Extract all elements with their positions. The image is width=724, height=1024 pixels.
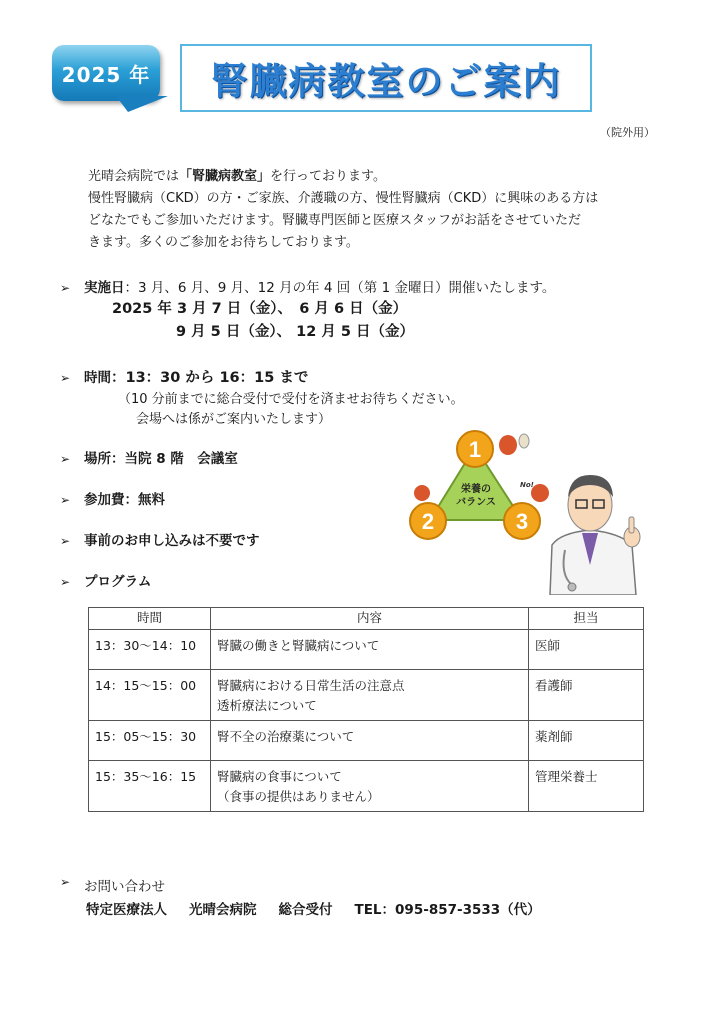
schedule-dates-2: 9 月 5 日（金）、 12 月 5 日（金） [176, 324, 415, 340]
page-title: 腎臓病教室のご案内 [210, 60, 562, 103]
intro-paragraph [88, 166, 678, 254]
cell-content [211, 761, 529, 812]
intro-line-1-post: を行っております。 [270, 169, 386, 184]
program-item [60, 570, 151, 590]
contact-line [86, 898, 563, 918]
program-table [88, 607, 644, 812]
schedule-text: ：3 月、6 月、9 月、12 月の年 4 回（第 1 金曜日）開催いたします。 [124, 280, 556, 296]
application-item [60, 529, 260, 549]
fee-label: 参加費 [84, 492, 125, 508]
time-item [60, 366, 308, 387]
schedule-dates-1: 2025 年 3 月 7 日（金）、 6 月 6 日（金） [112, 301, 408, 317]
arrow-bullet-icon: ➢ [60, 493, 71, 507]
contact-hospital: 光晴会病院 [189, 902, 257, 918]
intro-line-1 [88, 166, 678, 188]
balance-label-1: 栄養の [461, 484, 491, 495]
cell-content-line: 透析療法について [217, 698, 317, 713]
stethoscope-chest-icon [568, 583, 576, 591]
time-label: 時間 [84, 370, 111, 386]
balance-label-2: バランス [456, 497, 496, 508]
table-header-row [89, 608, 644, 630]
place-item [60, 447, 238, 467]
tomato-character-icon [414, 485, 430, 501]
header-content: 内容 [211, 608, 529, 630]
arrow-bullet-icon: ➢ [60, 371, 71, 385]
egg-character-icon [519, 434, 529, 448]
place-value: ：当院 8 階 会議室 [111, 451, 238, 467]
cell-content [211, 630, 529, 670]
table-row [89, 630, 644, 670]
contact-desk: 総合受付 [278, 902, 333, 918]
contact-tel: TEL：095-857-3533（代） [354, 902, 541, 918]
number-1: 1 [468, 437, 482, 462]
time-value: ：13：30 から 16：15 まで [111, 370, 309, 386]
cell-content-line: 腎不全の治療薬について [217, 729, 355, 744]
pointing-finger-icon [629, 517, 634, 533]
cell-staff: 薬剤師 [529, 721, 644, 761]
kidney-character-icon [499, 435, 517, 455]
header-staff: 担当 [529, 608, 644, 630]
header-time: 時間 [89, 608, 211, 630]
outpatient-note: （院外用） [600, 126, 655, 139]
cell-content-line: 腎臓病の食事について [217, 769, 342, 784]
cell-content [211, 721, 529, 761]
time-note-2: 会場へは係がご案内いたします） [136, 412, 332, 427]
number-3: 3 [515, 509, 529, 534]
contact-label: お問い合わせ [84, 879, 165, 895]
intro-emphasis: 「腎臓病教室」 [179, 169, 271, 184]
number-2: 2 [421, 509, 435, 534]
cell-content-line: 腎臓病における日常生活の注意点 [217, 678, 405, 693]
application-text: 事前のお申し込みは不要です [84, 533, 260, 549]
time-note-1: （10 分前までに総合受付で受付を済ませお待ちください。 [118, 392, 464, 407]
intro-line-3: どなたでもご参加いただけます。腎臓専門医師と医療スタッフがお話をさせていただ [88, 213, 581, 228]
intro-line-4: きます。多くのご参加をお待ちしております。 [88, 235, 359, 250]
place-label: 場所 [84, 451, 111, 467]
cell-staff: 医師 [529, 630, 644, 670]
cell-time: 14：15〜15：00 [89, 670, 211, 721]
arrow-bullet-icon: ➢ [60, 452, 71, 466]
schedule-label: 実施日 [84, 280, 125, 296]
title-box [180, 44, 592, 112]
cell-content-line: （食事の提供はありません） [217, 789, 380, 804]
arrow-bullet-icon: ➢ [60, 575, 71, 589]
arrow-bullet-icon: ➢ [60, 281, 71, 295]
cell-time: 15：35〜16：15 [89, 761, 211, 812]
program-label: プログラム [84, 574, 152, 590]
table-row [89, 670, 644, 721]
no-speech: No! [520, 481, 534, 489]
fee-item [60, 488, 165, 508]
cell-staff: 管理栄養士 [529, 761, 644, 812]
contact-label-row [60, 875, 165, 895]
arrow-bullet-icon: ➢ [60, 534, 71, 548]
cell-content-line: 腎臓の働きと腎臓病について [217, 638, 380, 653]
cell-staff: 看護師 [529, 670, 644, 721]
contact-org: 特定医療法人 [86, 902, 167, 918]
cell-time: 15：05〜15：30 [89, 721, 211, 761]
year-badge: 2025 年 [52, 45, 160, 101]
table-row [89, 721, 644, 761]
intro-line-2: 慢性腎臓病（CKD）の方・ご家族、介護職の方、慢性腎臓病（CKD）に興味のある方は [88, 191, 599, 206]
nutrition-balance-illustration [400, 425, 650, 595]
year-badge-tail [116, 96, 168, 112]
schedule-item [60, 276, 555, 296]
cell-time: 13：30〜14：10 [89, 630, 211, 670]
fee-value: ：無料 [124, 492, 165, 508]
intro-line-1-pre: 光晴会病院では [88, 169, 180, 184]
cell-content [211, 670, 529, 721]
table-row [89, 761, 644, 812]
arrow-bullet-icon: ➢ [60, 875, 71, 889]
